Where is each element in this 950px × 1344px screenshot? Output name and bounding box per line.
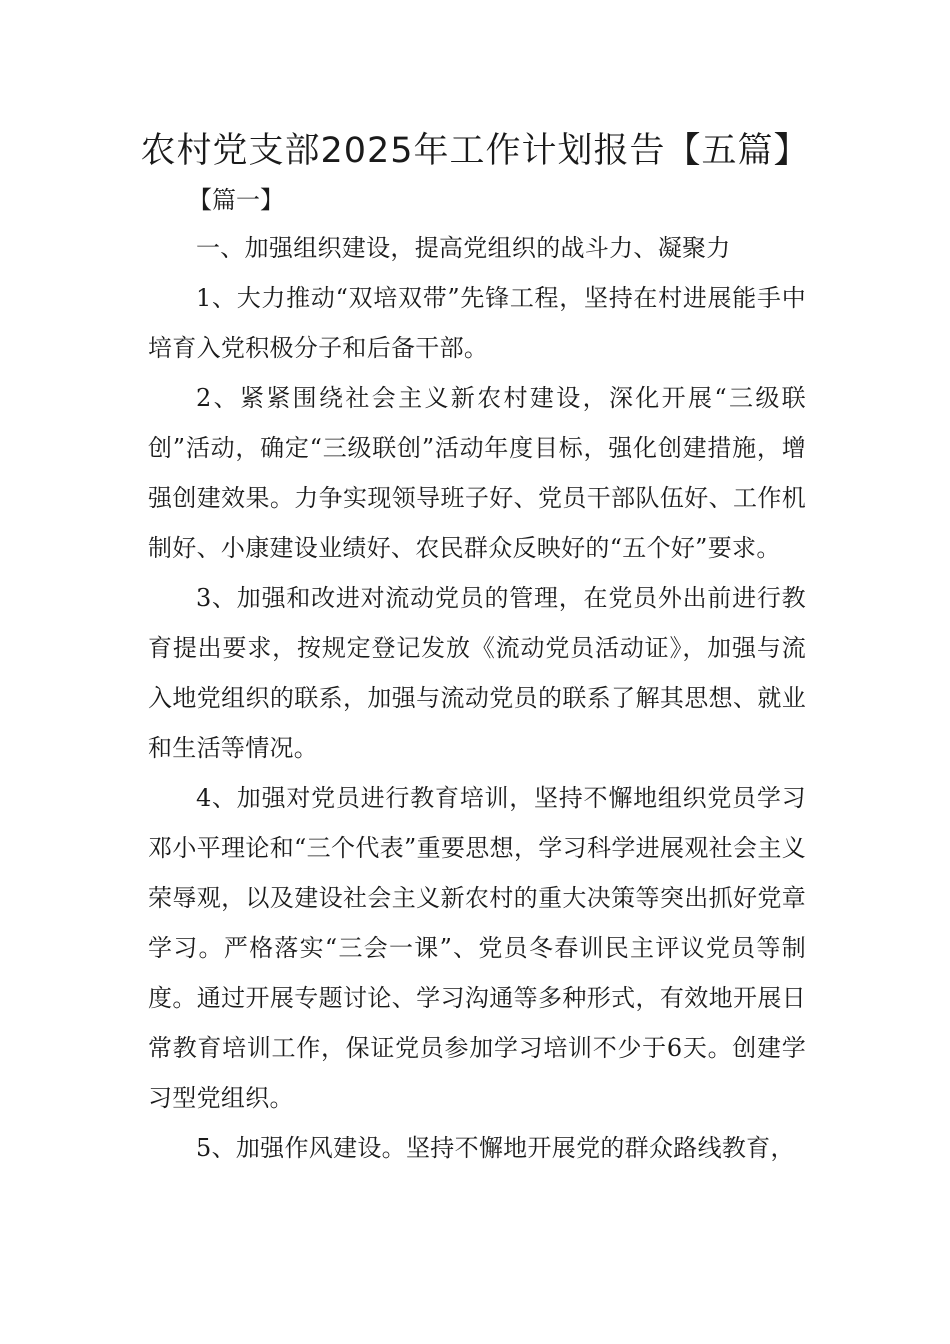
section-heading: 一、加强组织建设，提高党组织的战斗力、凝聚力 xyxy=(196,234,731,262)
paragraph-1: 1、大力推动“双培双带”先锋工程，坚持在村进展能手中培育入党积极分子和后备干部。 xyxy=(148,284,806,362)
paragraph-3: 3、加强和改进对流动党员的管理，在党员外出前进行教育提出要求，按规定登记发放《流动党员活动证》，加强与流入地党组织的联系，加强与流动党员的联系了解其思想、就业和生活等情况。 xyxy=(148,584,806,762)
paragraph-4: 4、加强对党员进行教育培训，坚持不懈地组织党员学习邓小平理论和“三个代表”重要思想，学习科学进展观社会主义荣辱观，以及建设社会主义新农村的重大决策等突出抓好党章学习。严格落实“三会一课”、党员冬春训民主评议党员等制度。通过开展专题讨论、学习沟通等多种形式，有效地开展日常教育培训工作，保证党员参加学习培训不少于6天。创建学习型党组织。 xyxy=(148,784,806,1112)
document-title: 农村党支部2025年工作计划报告【五篇】 xyxy=(140,131,810,171)
document-body xyxy=(148,223,806,1173)
section-label: 【篇一】 xyxy=(188,186,284,214)
paragraph-5: 5、加强作风建设。坚持不懈地开展党的群众路线教育， xyxy=(196,1134,795,1162)
paragraph-2: 2、紧紧围绕社会主义新农村建设，深化开展“三级联创”活动，确定“三级联创”活动年度目标，强化创建措施，增强创建效果。力争实现领导班子好、党员干部队伍好、工作机制好、小康建设业绩好、农民群众反映好的“五个好”要求。 xyxy=(148,384,806,562)
